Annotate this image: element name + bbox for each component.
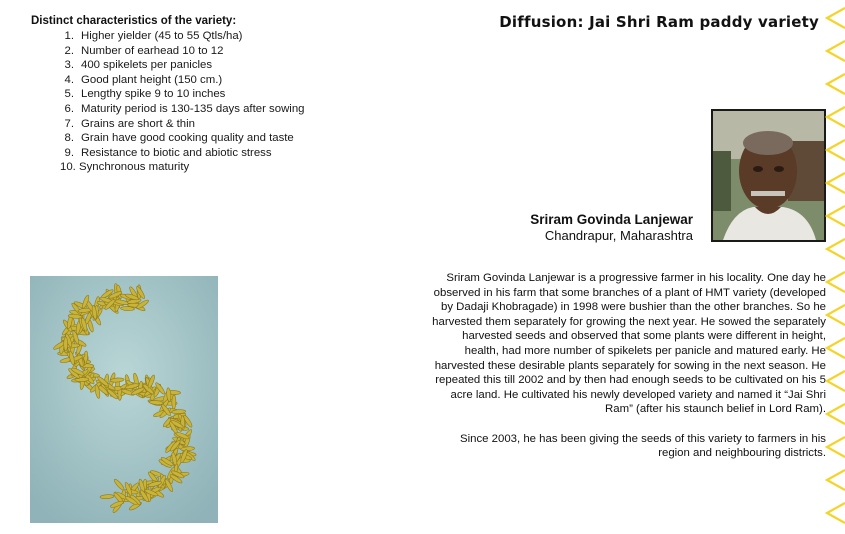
list-item: 2. Number of earhead 10 to 12: [64, 44, 224, 57]
farmer-name-block: [530, 212, 693, 243]
story-paragraph-1: Sriram Govinda Lanjewar is a progressive farmer in his locality. One day he observed in his farm that some branches of a plant of HMT variety (developed by Dadaji Khobragade) in 1998 were bushier than the other branches. So he harvested them separately for growing the next year. He sowed the separately harvested seeds and observed that some plants were different in height, health, had more number of spikelets per panicle and matured early. He harvested these desirable plants separately for sowing in the next season. He repeated this till 2002 and by then had enough seeds to be cultivated on his 5 acre land. He cultivated his newly developed variety and named it “Jai Shri Ram” (after his staunch belief in Lord Ram).: [432, 272, 826, 416]
rice-grains-s-photo: [30, 276, 218, 523]
list-item: 5. Lengthy spike 9 to 10 inches: [64, 88, 226, 101]
page-title: Diffusion: Jai Shri Ram paddy variety: [499, 13, 819, 31]
characteristics-heading: Distinct characteristics of the variety:: [31, 15, 237, 27]
list-item: 10. Synchronous maturity: [60, 161, 190, 174]
characteristics-section: [31, 15, 361, 175]
grain-icon: [30, 276, 218, 523]
farmer-location: Chandrapur, Maharashtra: [544, 228, 693, 243]
rice-grain: [172, 395, 176, 409]
rice-grain: [64, 337, 68, 351]
story-paragraph-2: Since 2003, he has been giving the seeds of this variety to farmers in his region and neighbouring districts.: [460, 432, 826, 460]
list-item: 7. Grains are short & thin: [64, 117, 195, 130]
list-item: 3. 400 spikelets per panicles: [64, 59, 213, 72]
list-item: 6. Maturity period is 130-135 days after sowing: [64, 102, 305, 115]
farmer-story: [431, 271, 826, 461]
list-item: 9. Resistance to biotic and abiotic stress: [64, 146, 272, 159]
farmer-portrait-photo: [711, 109, 826, 242]
list-item: 8. Grain have good cooking quality and taste: [64, 132, 294, 145]
chevron-border-icon: [821, 0, 845, 534]
list-item: 4. Good plant height (150 cm.): [64, 73, 223, 86]
list-item: 1. Higher yielder (45 to 55 Qtls/ha): [64, 30, 243, 42]
farmer-name: Sriram Govinda Lanjewar: [530, 212, 693, 227]
portrait-icon: [713, 111, 824, 240]
characteristics-list: [31, 29, 361, 175]
